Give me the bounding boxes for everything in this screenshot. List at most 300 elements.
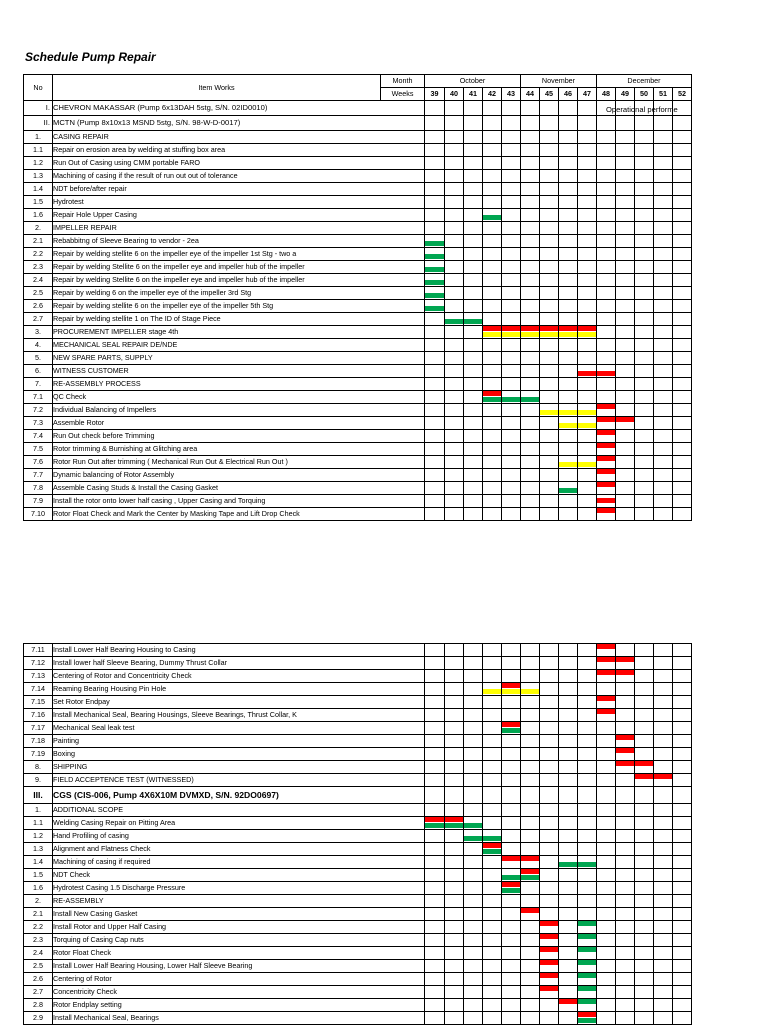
week-cell — [502, 116, 521, 131]
week-cell — [464, 404, 483, 417]
row-number: 1.6 — [24, 882, 53, 895]
schedule-row — [24, 960, 692, 973]
row-number: 1.5 — [24, 196, 53, 209]
schedule-row — [24, 469, 692, 482]
row-number: 1.1 — [24, 144, 53, 157]
week-cell — [425, 856, 445, 869]
week-cell — [502, 830, 521, 843]
week-cell — [464, 157, 483, 170]
week-cell — [445, 456, 464, 469]
week-cell — [654, 482, 673, 495]
schedule-row — [24, 101, 692, 116]
green-schedule-bar — [502, 728, 520, 733]
week-cell — [635, 326, 654, 339]
week-cell — [616, 748, 635, 761]
row-number: 7.13 — [24, 670, 53, 683]
week-cell — [540, 787, 559, 804]
week-cell — [654, 735, 673, 748]
item-work: Run Out check before Trimming — [53, 430, 425, 443]
week-cell — [673, 921, 692, 934]
schedule-row — [24, 274, 692, 287]
red-schedule-bar — [654, 774, 672, 779]
week-cell — [673, 960, 692, 973]
item-work: Install Lower Half Bearing Housing to Casing — [53, 644, 425, 657]
row-number: I. — [24, 101, 53, 116]
green-schedule-bar — [425, 306, 444, 311]
schedule-row — [24, 817, 692, 830]
week-cell — [502, 869, 521, 882]
week-cell — [464, 131, 483, 144]
green-schedule-bar — [521, 397, 539, 402]
row-number: 9. — [24, 774, 53, 787]
item-work: Repair by welding Stellite 6 on the impeller eye and impeller hub of the impeller — [53, 261, 425, 274]
week-cell — [502, 222, 521, 235]
item-work: Reaming Bearing Housing Pin Hole — [53, 683, 425, 696]
red-schedule-bar — [597, 430, 615, 435]
week-cell — [673, 657, 692, 670]
week-cell — [597, 787, 616, 804]
week-cell — [654, 804, 673, 817]
week-cell — [616, 144, 635, 157]
week-cell — [540, 300, 559, 313]
week-cell — [445, 378, 464, 391]
week-cell — [502, 657, 521, 670]
week-cell — [616, 947, 635, 960]
week-cell — [559, 774, 578, 787]
week-cell — [521, 696, 540, 709]
week-cell — [673, 326, 692, 339]
week-cell — [502, 670, 521, 683]
week-cell — [616, 960, 635, 973]
yellow-schedule-bar — [502, 689, 520, 694]
item-work: Dynamic balancing of Rotor Assembly — [53, 469, 425, 482]
item-work: Boxing — [53, 748, 425, 761]
week-cell — [483, 170, 502, 183]
week-cell — [673, 709, 692, 722]
schedule-row — [24, 869, 692, 882]
week-cell — [559, 508, 578, 521]
week-cell — [654, 947, 673, 960]
week-45-header: 45 — [540, 88, 559, 101]
week-cell — [578, 696, 597, 709]
week-cell — [502, 921, 521, 934]
row-number: 2.3 — [24, 261, 53, 274]
week-cell — [502, 443, 521, 456]
schedule-row — [24, 696, 692, 709]
week-cell — [597, 495, 616, 508]
week-cell — [635, 131, 654, 144]
week-cell — [578, 313, 597, 326]
schedule-row — [24, 378, 692, 391]
week-cell — [445, 735, 464, 748]
week-cell — [578, 378, 597, 391]
week-cell — [559, 804, 578, 817]
week-cell — [540, 817, 559, 830]
red-schedule-bar — [597, 456, 615, 461]
week-cell — [540, 404, 559, 417]
item-work: RE-ASSEMBLY — [53, 895, 425, 908]
week-cell — [578, 144, 597, 157]
schedule-row — [24, 443, 692, 456]
red-schedule-bar — [597, 417, 615, 422]
week-cell — [578, 869, 597, 882]
schedule-row — [24, 722, 692, 735]
week-cell — [578, 748, 597, 761]
week-cell — [654, 921, 673, 934]
week-cell — [445, 947, 464, 960]
schedule-row — [24, 908, 692, 921]
week-cell — [635, 986, 654, 999]
week-cell — [673, 973, 692, 986]
week-cell — [540, 116, 559, 131]
week-cell — [597, 391, 616, 404]
week-cell — [673, 856, 692, 869]
red-schedule-bar — [616, 761, 634, 766]
week-cell — [464, 482, 483, 495]
week-cell — [559, 735, 578, 748]
schedule-row — [24, 248, 692, 261]
week-cell — [559, 644, 578, 657]
schedule-row — [24, 644, 692, 657]
week-cell — [578, 365, 597, 378]
item-work: ADDITIONAL SCOPE — [53, 804, 425, 817]
week-cell — [597, 404, 616, 417]
week-cell — [483, 670, 502, 683]
row-number: 7.4 — [24, 430, 53, 443]
week-cell — [502, 495, 521, 508]
red-schedule-bar — [616, 417, 634, 422]
week-cell — [502, 101, 521, 116]
row-number: 1.4 — [24, 183, 53, 196]
schedule-row — [24, 222, 692, 235]
week-cell — [654, 817, 673, 830]
green-schedule-bar — [502, 397, 520, 402]
week-cell — [540, 183, 559, 196]
week-cell — [616, 934, 635, 947]
week-cell — [654, 144, 673, 157]
week-cell — [540, 748, 559, 761]
week-cell — [654, 973, 673, 986]
week-cell — [464, 748, 483, 761]
week-cell — [521, 183, 540, 196]
week-cell — [445, 508, 464, 521]
red-schedule-bar — [521, 856, 539, 861]
week-cell — [597, 352, 616, 365]
week-cell — [521, 235, 540, 248]
week-cell — [616, 787, 635, 804]
week-cell — [597, 196, 616, 209]
item-work: Install the rotor onto lower half casing , Upper Casing and Torquing — [53, 495, 425, 508]
row-number: 2.6 — [24, 973, 53, 986]
week-cell — [616, 183, 635, 196]
week-46-header: 46 — [559, 88, 578, 101]
week-cell — [521, 157, 540, 170]
schedule-row — [24, 326, 692, 339]
week-cell — [635, 960, 654, 973]
week-cell — [483, 339, 502, 352]
week-cell — [540, 378, 559, 391]
week-cell — [559, 882, 578, 895]
week-cell — [464, 300, 483, 313]
week-cell — [635, 644, 654, 657]
red-schedule-bar — [540, 973, 558, 978]
week-cell — [464, 313, 483, 326]
item-work: Assemble Rotor — [53, 417, 425, 430]
week-cell — [521, 670, 540, 683]
week-cell — [616, 196, 635, 209]
week-cell — [540, 235, 559, 248]
week-cell — [445, 183, 464, 196]
week-cell — [616, 882, 635, 895]
month-december: December — [597, 75, 692, 88]
row-number: 2.5 — [24, 960, 53, 973]
green-schedule-bar — [425, 823, 444, 828]
week-cell — [425, 986, 445, 999]
week-cell — [654, 657, 673, 670]
schedule-row — [24, 456, 692, 469]
green-schedule-bar — [425, 280, 444, 285]
week-cell — [425, 274, 445, 287]
week-cell — [445, 196, 464, 209]
week-cell — [616, 235, 635, 248]
week-cell — [483, 644, 502, 657]
week-cell — [425, 469, 445, 482]
week-cell — [616, 300, 635, 313]
green-schedule-bar — [578, 986, 596, 991]
week-cell — [521, 326, 540, 339]
week-cell — [559, 365, 578, 378]
week-cell — [673, 787, 692, 804]
schedule-row — [24, 774, 692, 787]
week-cell — [425, 365, 445, 378]
week-cell — [654, 287, 673, 300]
week-cell — [502, 326, 521, 339]
row-number: 8. — [24, 761, 53, 774]
week-cell — [425, 443, 445, 456]
item-work: CASING REPAIR — [53, 131, 425, 144]
week-cell — [578, 101, 597, 116]
week-cell — [425, 830, 445, 843]
week-cell — [483, 908, 502, 921]
schedule-row — [24, 116, 692, 131]
week-cell — [445, 921, 464, 934]
item-work: Concentricity Check — [53, 986, 425, 999]
week-cell — [483, 443, 502, 456]
week-cell — [673, 696, 692, 709]
week-cell — [521, 830, 540, 843]
item-work: Rotor trimming & Burnishing at Glitching area — [53, 443, 425, 456]
week-cell — [483, 921, 502, 934]
item-work: Repair by welding stellite 6 on the impeller eye of the impeller 5th Stg — [53, 300, 425, 313]
item-work: Rotor Endplay setting — [53, 999, 425, 1012]
week-cell — [483, 404, 502, 417]
week-cell — [673, 683, 692, 696]
week-cell — [540, 495, 559, 508]
week-cell — [673, 947, 692, 960]
week-cell — [578, 430, 597, 443]
week-cell — [425, 709, 445, 722]
week-cell — [654, 856, 673, 869]
week-cell — [445, 908, 464, 921]
week-44-header: 44 — [521, 88, 540, 101]
red-schedule-bar — [578, 371, 596, 376]
item-work: Mechanical Seal leak test — [53, 722, 425, 735]
week-cell — [654, 960, 673, 973]
week-cell — [654, 248, 673, 261]
item-work: MECHANICAL SEAL REPAIR DE/NDE — [53, 339, 425, 352]
week-cell — [654, 170, 673, 183]
schedule-row — [24, 339, 692, 352]
week-cell — [483, 417, 502, 430]
week-cell — [673, 735, 692, 748]
red-schedule-bar — [502, 683, 520, 688]
week-cell — [425, 339, 445, 352]
week-cell — [540, 986, 559, 999]
week-cell — [616, 908, 635, 921]
week-cell — [483, 116, 502, 131]
week-cell — [483, 287, 502, 300]
week-cell — [673, 670, 692, 683]
week-cell — [559, 856, 578, 869]
green-schedule-bar — [445, 823, 463, 828]
week-cell — [502, 261, 521, 274]
week-cell — [502, 722, 521, 735]
week-cell — [502, 1012, 521, 1025]
week-cell — [502, 235, 521, 248]
week-cell — [578, 787, 597, 804]
item-work: Rebabbitng of Sleeve Bearing to vendor - 2ea — [53, 235, 425, 248]
item-work: Repair Hole Upper Casing — [53, 209, 425, 222]
week-cell — [597, 882, 616, 895]
item-work: Welding Casing Repair on Pitting Area — [53, 817, 425, 830]
week-cell — [559, 430, 578, 443]
week-cell — [673, 339, 692, 352]
week-cell — [578, 895, 597, 908]
schedule-row — [24, 430, 692, 443]
week-cell — [483, 430, 502, 443]
week-cell — [521, 934, 540, 947]
green-schedule-bar — [578, 921, 596, 926]
week-cell — [673, 843, 692, 856]
week-cell — [635, 495, 654, 508]
week-cell — [445, 696, 464, 709]
week-cell — [521, 843, 540, 856]
yellow-schedule-bar — [483, 689, 501, 694]
week-cell — [425, 895, 445, 908]
week-cell — [502, 973, 521, 986]
item-work: Centering of Rotor and Concentricity Check — [53, 670, 425, 683]
item-work: Run Out of Casing using CMM portable FARO — [53, 157, 425, 170]
week-cell — [673, 722, 692, 735]
week-cell — [502, 417, 521, 430]
week-cell — [559, 761, 578, 774]
week-cell — [616, 443, 635, 456]
week-cell — [559, 209, 578, 222]
week-cell — [540, 274, 559, 287]
week-cell — [502, 482, 521, 495]
week-cell — [483, 482, 502, 495]
week-cell — [540, 843, 559, 856]
schedule-row — [24, 287, 692, 300]
week-cell — [654, 787, 673, 804]
week-cell — [464, 248, 483, 261]
green-schedule-bar — [578, 947, 596, 952]
week-cell — [464, 261, 483, 274]
week-cell — [521, 261, 540, 274]
week-cell — [635, 934, 654, 947]
row-number: 1.4 — [24, 856, 53, 869]
week-cell — [540, 417, 559, 430]
week-cell — [673, 895, 692, 908]
week-cell — [483, 986, 502, 999]
row-number: 2.5 — [24, 287, 53, 300]
week-cell — [502, 856, 521, 869]
week-cell — [654, 722, 673, 735]
week-cell — [521, 196, 540, 209]
green-schedule-bar — [464, 836, 482, 841]
week-cell — [502, 300, 521, 313]
week-cell — [616, 973, 635, 986]
week-cell — [483, 722, 502, 735]
week-cell — [597, 999, 616, 1012]
week-cell — [502, 774, 521, 787]
week-cell — [502, 787, 521, 804]
operational-performance-note: Operational performe — [606, 105, 678, 114]
week-cell — [578, 274, 597, 287]
week-cell — [445, 222, 464, 235]
week-cell — [483, 817, 502, 830]
week-cell — [521, 391, 540, 404]
week-cell — [425, 235, 445, 248]
week-cell — [597, 274, 616, 287]
yellow-schedule-bar — [540, 332, 558, 337]
week-cell — [425, 817, 445, 830]
week-cell — [616, 170, 635, 183]
week-cell — [635, 947, 654, 960]
week-cell — [673, 274, 692, 287]
week-cell — [597, 144, 616, 157]
green-schedule-bar — [464, 319, 482, 324]
week-cell — [483, 856, 502, 869]
week-cell — [540, 261, 559, 274]
week-48-header: 48 — [597, 88, 616, 101]
week-cell — [483, 101, 502, 116]
row-number: 1. — [24, 804, 53, 817]
week-cell — [654, 748, 673, 761]
green-schedule-bar — [425, 241, 444, 246]
week-cell — [673, 222, 692, 235]
schedule-row — [24, 170, 692, 183]
schedule-row — [24, 735, 692, 748]
item-work: Rotor Run Out after trimming ( Mechanical Run Out & Electrical Run Out ) — [53, 456, 425, 469]
week-cell — [635, 183, 654, 196]
week-cell — [597, 973, 616, 986]
week-cell — [578, 657, 597, 670]
week-cell — [464, 817, 483, 830]
week-cell — [464, 895, 483, 908]
week-cell — [425, 287, 445, 300]
row-number: 1.3 — [24, 843, 53, 856]
week-cell — [673, 804, 692, 817]
week-cell — [673, 116, 692, 131]
week-cell — [559, 144, 578, 157]
week-cell — [635, 856, 654, 869]
week-cell — [654, 222, 673, 235]
week-cell — [521, 101, 540, 116]
row-number: 1.3 — [24, 170, 53, 183]
week-cell — [540, 696, 559, 709]
week-cell — [425, 116, 445, 131]
